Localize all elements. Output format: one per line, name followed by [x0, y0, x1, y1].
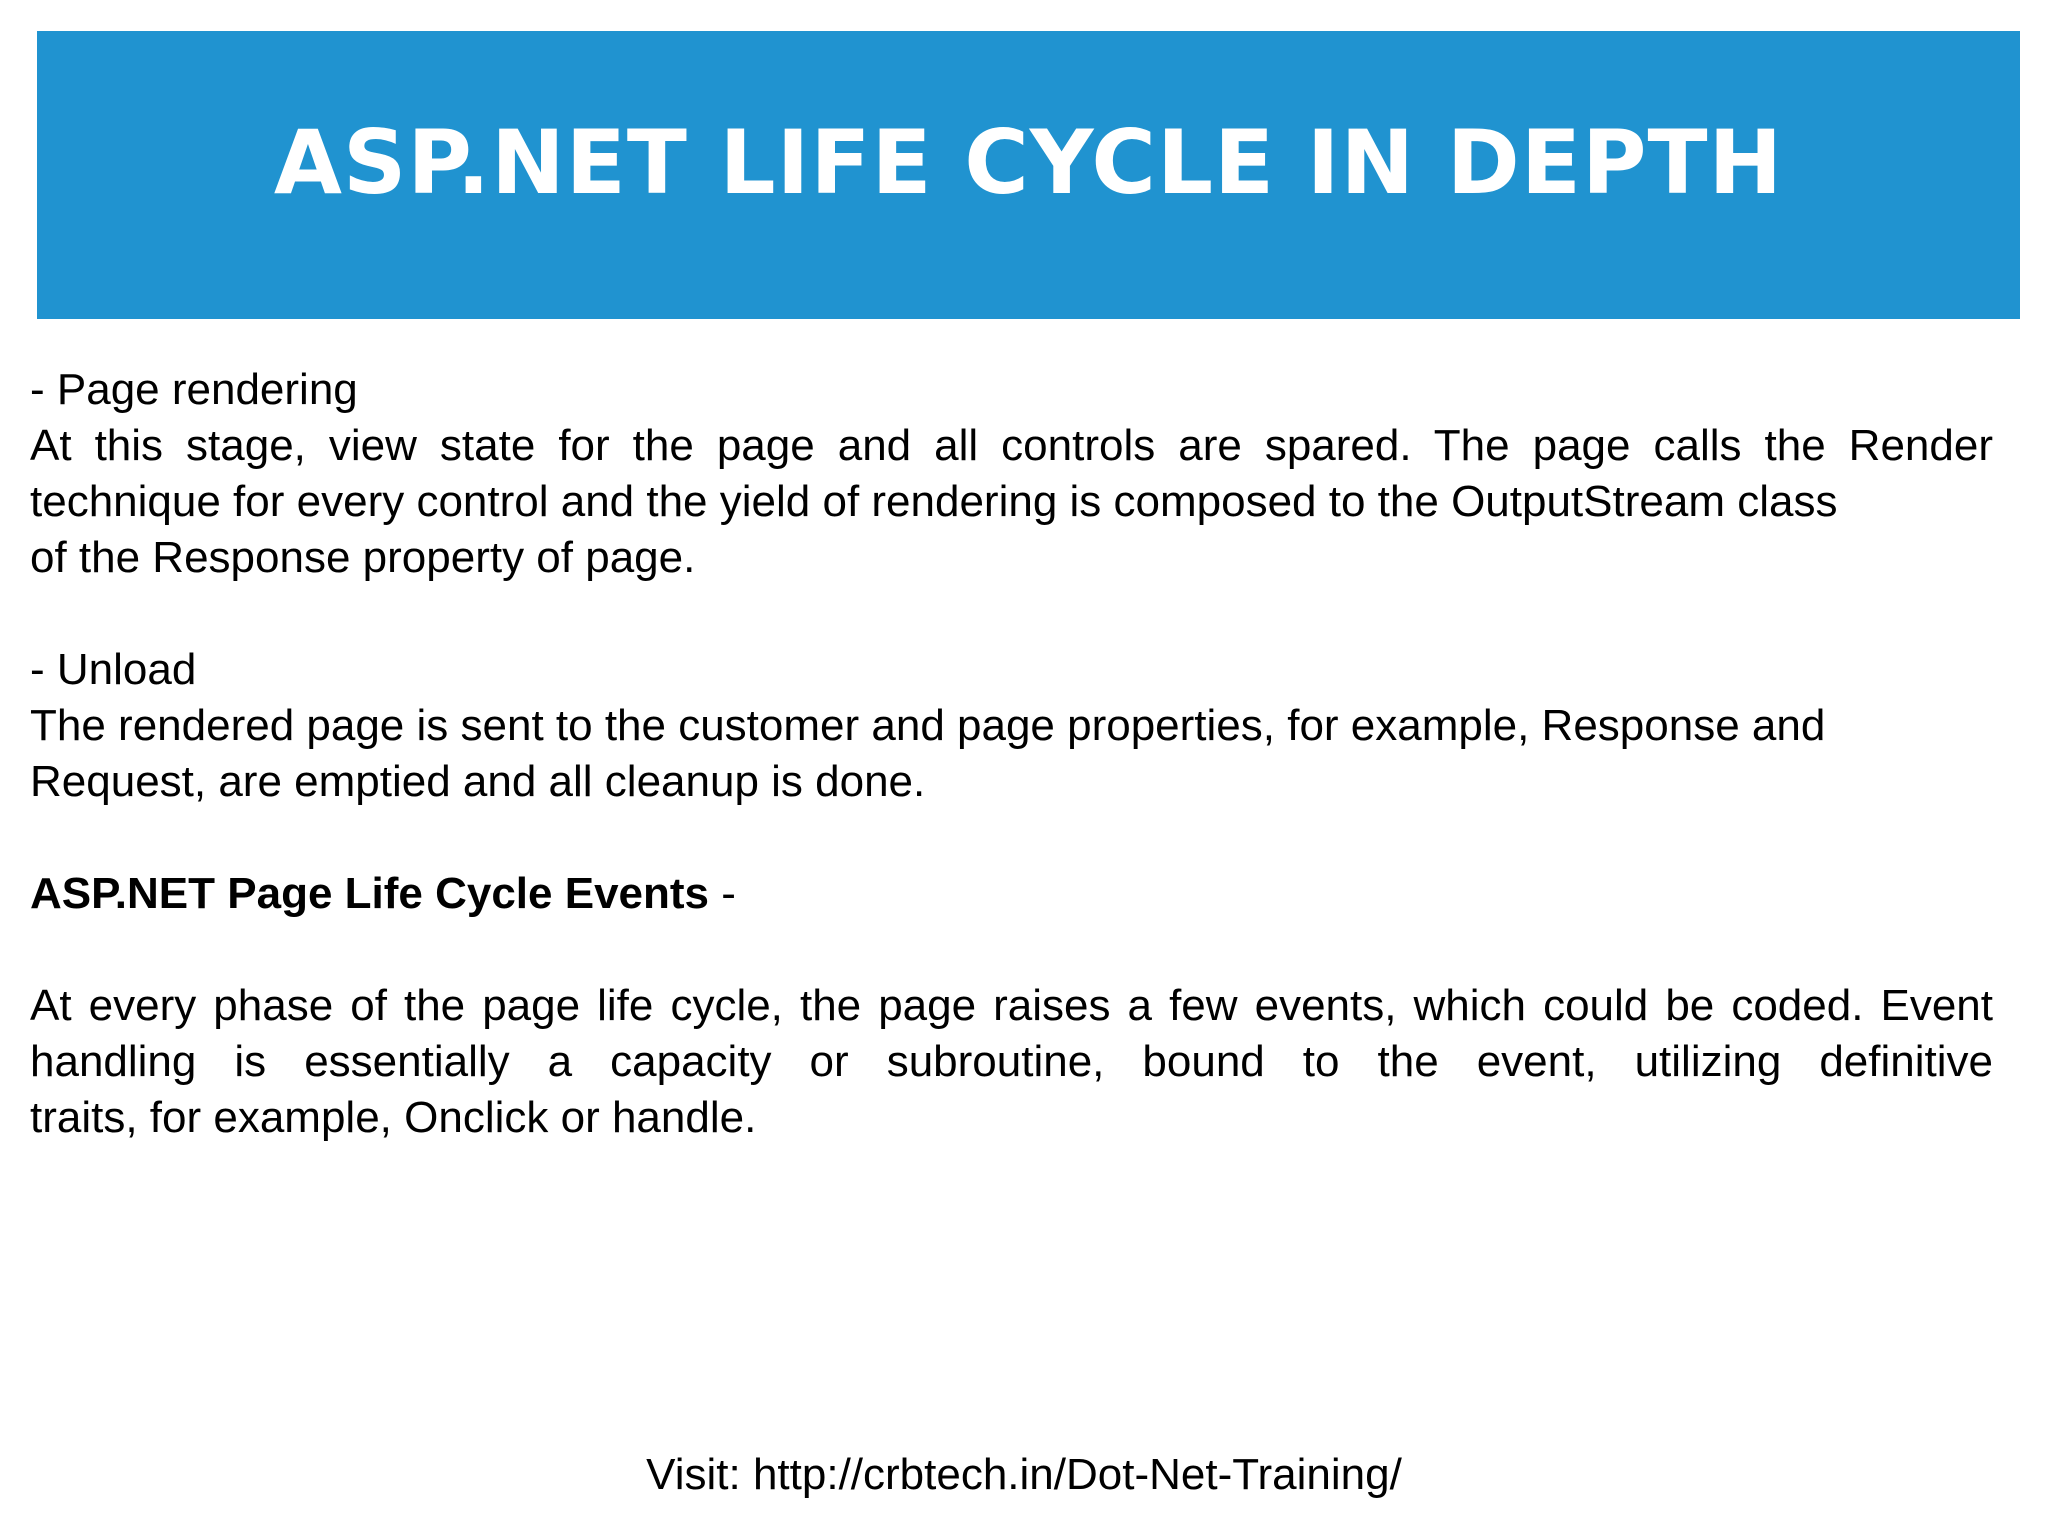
- spacer: [30, 810, 1993, 866]
- paragraph-line: The rendered page is sent to the customer and page properties, for example, Response and: [30, 701, 1826, 750]
- section-life-cycle-events: [30, 866, 1993, 1146]
- paragraph-line: traits, for example, Onclick or handle.: [30, 1093, 757, 1142]
- paragraph-justified: At every phase of the page life cycle, the page raises a few events, which could be coded. Event handling is essentially a capacity or subroutine, bound to the event, utilizing definitive: [30, 981, 1993, 1086]
- section-heading-events: [30, 866, 1993, 922]
- spacer: [30, 922, 1993, 978]
- paragraph-line: of the Response property of page.: [30, 533, 696, 582]
- title-banner: [37, 31, 2020, 319]
- section-page-rendering: [30, 362, 1993, 586]
- section-unload: [30, 642, 1993, 810]
- events-heading-suffix: -: [709, 869, 736, 918]
- paragraph-line: At this stage, view state for the page and all controls are spared. The page calls the Render: [30, 421, 1993, 470]
- document-body: [30, 362, 1993, 1146]
- footer-link-text: Visit: http://crbtech.in/Dot-Net-Training/: [646, 1450, 1402, 1499]
- paragraph-line: technique for every control and the yield of rendering is composed to the OutputStream class: [30, 477, 1838, 526]
- section-heading-unload: - Unload: [30, 645, 197, 694]
- page-title: ASP.NET LIFE CYCLE IN DEPTH: [273, 111, 1784, 214]
- section-heading-page-rendering: - Page rendering: [30, 365, 358, 414]
- spacer: [30, 586, 1993, 642]
- paragraph-line: Request, are emptied and all cleanup is done.: [30, 757, 926, 806]
- events-heading-bold: ASP.NET Page Life Cycle Events: [30, 869, 710, 918]
